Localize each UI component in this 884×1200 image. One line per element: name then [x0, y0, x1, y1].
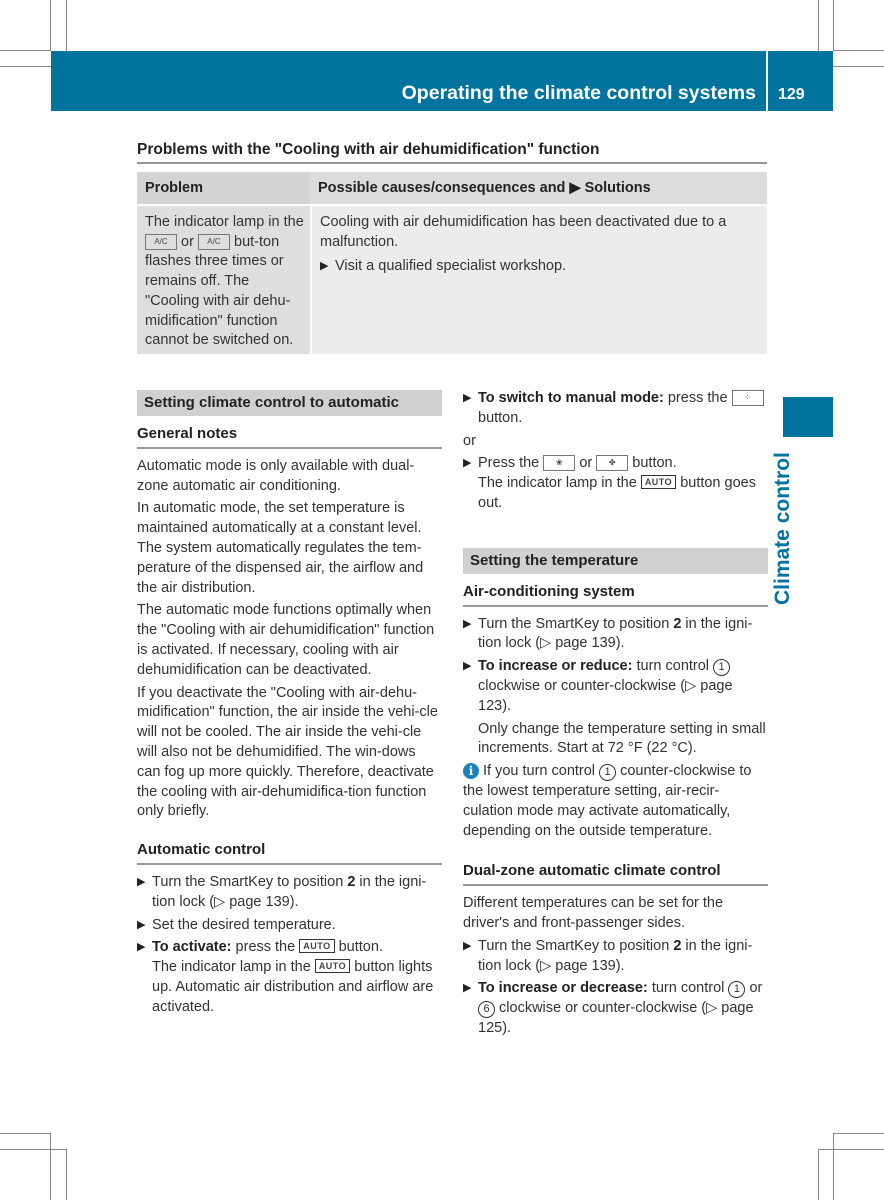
problems-table — [137, 172, 767, 354]
subheading-dual-zone: Dual-zone automatic climate control — [463, 861, 768, 886]
paragraph: If you deactivate the "Cooling with air-dehu-midification" function, the air inside the vehi-cle will not be cooled. The air inside the vehi-cle will also not be dehumidified. The win-dows can fog up more quickly. Therefore, deactivate the cooling with air-dehumidifica-tion function only briefly. — [137, 684, 438, 820]
instruction-step: ▶ To switch to manual mode: press the ⁘ button. — [463, 389, 768, 429]
crop-mark — [833, 0, 834, 51]
info-note: i If you turn control 1 counter-clockwise to the lowest temperature setting, air-recir-culation mode may activate automatically, depending on the outside temperature. — [463, 763, 752, 839]
paragraph: The automatic mode functions optimally when the "Cooling with air dehumidification" function is activated. If necessary, cooling with air dehumidification can be deactivated. — [137, 602, 435, 678]
or-text: or — [463, 432, 476, 449]
section-bar-automatic: Setting climate control to automatic — [137, 390, 442, 416]
page-title: Operating the climate control systems — [401, 82, 756, 104]
page-number: 129 — [778, 86, 805, 103]
instruction-step: ▶ Turn the SmartKey to position 2 in the igni-tion lock (▷ page 139). — [463, 615, 753, 652]
chapter-tab-label: Climate control — [771, 452, 794, 605]
crop-mark — [833, 66, 884, 67]
column-header-causes: Possible causes/consequences and ▶ Solutions — [318, 180, 651, 196]
crop-mark — [818, 1149, 819, 1200]
paragraph: Different temperatures can be set for the driver's and front-passenger sides. — [463, 895, 724, 931]
crop-mark — [50, 1133, 51, 1200]
instruction-step: ▶ To increase or decrease: turn control 1 or 6 clockwise or counter-clockwise (▷ page 125). — [463, 980, 763, 1036]
instruction-step: ▶ Set the desired temperature. — [137, 916, 442, 936]
bullet-arrow-icon: ▶ — [463, 939, 472, 952]
bullet-arrow-icon: ▶ — [137, 941, 146, 954]
ac-max-button-icon: A/C — [198, 234, 230, 250]
bullet-arrow-icon: ▶ — [137, 875, 146, 888]
step-note: Only change the temperature setting in small increments. Start at 72 °F (22 °C). — [478, 720, 766, 757]
column-header-problem: Problem — [137, 172, 310, 204]
step-result: The indicator lamp in the AUTO button lights up. Automatic air distribution and airflow are activated. — [152, 959, 434, 1015]
bullet-arrow-icon: ▶ — [463, 617, 472, 630]
instruction-step: ▶ Press the ❀ or ✤ button. — [463, 454, 768, 474]
page-number-box — [768, 51, 833, 111]
bullet-arrow-icon: ▶ — [463, 457, 472, 470]
crop-mark — [66, 0, 67, 51]
problem-cell: The indicator lamp in the A/C or A/C but-ton flashes three times or remains off. The "Cooling with air dehu-midification" function cannot be switched on. — [137, 206, 310, 354]
subheading-general-notes: General notes — [137, 424, 442, 449]
control-1-marker: 1 — [713, 659, 730, 676]
fan-up-button-icon: ✤ — [596, 455, 628, 471]
instruction-step: ▶ To increase or reduce: turn control 1 clockwise or counter-clockwise (▷ page 123). — [463, 658, 733, 714]
section-rule — [137, 162, 767, 164]
instruction-step: ▶ Turn the SmartKey to position 2 in the igni-tion lock (▷ page 139). — [137, 873, 427, 910]
section-bar-temperature: Setting the temperature — [463, 548, 768, 574]
problems-section-title: Problems with the "Cooling with air dehumidification" function — [137, 141, 600, 158]
right-column — [463, 389, 768, 1042]
crop-mark — [0, 50, 51, 51]
crop-mark — [818, 1149, 884, 1150]
crop-mark — [66, 1149, 67, 1200]
info-icon: i — [463, 763, 479, 779]
air-distribution-button-icon: ⁘ — [732, 390, 764, 406]
solution-step: ▶ Visit a qualified specialist workshop. — [320, 257, 759, 277]
left-column — [137, 390, 442, 1021]
ac-button-icon: A/C — [145, 234, 177, 250]
chapter-tab-marker — [783, 397, 833, 437]
bullet-arrow-icon: ▶ — [137, 918, 146, 931]
instruction-step: ▶ To activate: press the AUTO button. — [137, 938, 442, 958]
causes-cell — [312, 206, 767, 354]
bullet-arrow-icon: ▶ — [320, 260, 329, 273]
fan-down-button-icon: ❀ — [543, 455, 575, 471]
instruction-step: ▶ Turn the SmartKey to position 2 in the igni-tion lock (▷ page 139). — [463, 937, 753, 974]
bullet-arrow-icon: ▶ — [463, 982, 472, 995]
table-header — [137, 172, 767, 204]
auto-button-icon: AUTO — [315, 959, 350, 973]
crop-mark — [833, 1133, 834, 1200]
auto-button-icon: AUTO — [641, 475, 676, 489]
paragraph: Automatic mode is only available with dual-zone automatic air conditioning. — [137, 457, 415, 494]
control-6-marker: 6 — [478, 1001, 495, 1018]
crop-mark — [0, 1149, 66, 1150]
table-row — [137, 206, 767, 354]
header-bar — [51, 51, 766, 111]
crop-mark — [50, 0, 51, 51]
crop-mark — [0, 1133, 51, 1134]
cause-text: Cooling with air dehumidification has been deactivated due to a malfunction. — [320, 214, 727, 250]
bullet-arrow-icon: ▶ — [463, 392, 472, 404]
paragraph: In automatic mode, the set temperature is maintained automatically at a constant level. The system automatically regulates the tem-perature of the dispensed air, the airflow and the air distribution. — [137, 500, 424, 596]
auto-button-icon: AUTO — [299, 939, 334, 953]
crop-mark — [818, 0, 819, 51]
subheading-ac-system: Air-conditioning system — [463, 582, 768, 607]
crop-mark — [833, 1133, 884, 1134]
control-1-marker: 1 — [599, 764, 616, 781]
bullet-arrow-icon: ▶ — [463, 660, 472, 673]
step-result: The indicator lamp in the AUTO button goes out. — [478, 475, 756, 511]
subheading-automatic-control: Automatic control — [137, 840, 442, 865]
crop-mark — [0, 66, 51, 67]
control-1-marker: 1 — [728, 981, 745, 998]
crop-mark — [833, 50, 884, 51]
